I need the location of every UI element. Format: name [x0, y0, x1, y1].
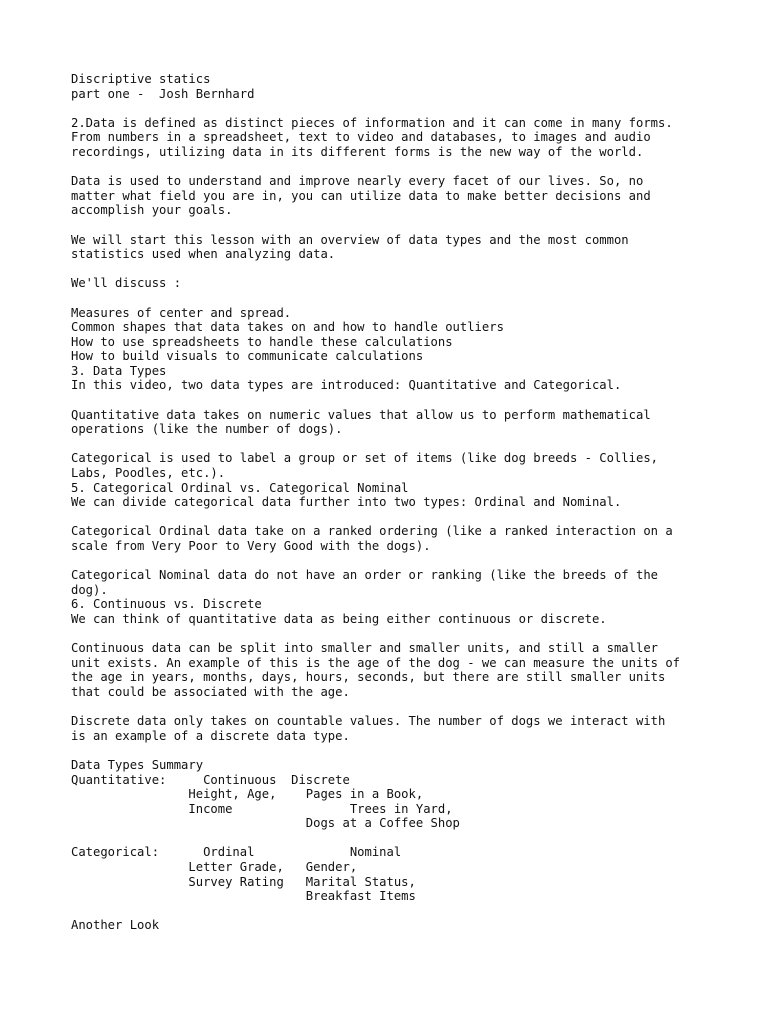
text-line: [71, 393, 761, 408]
text-line: How to use spreadsheets to handle these calculations: [71, 334, 453, 349]
text-line: Measures of center and spread.: [71, 305, 292, 320]
text-line: Discriptive statics: [71, 72, 211, 86]
text-line: From numbers in a spreadsheet, text to video and databases, to images and audio: [71, 130, 651, 145]
text-line: 5. Categorical Ordinal vs. Categorical Nominal: [71, 480, 409, 495]
text-line: scale from Very Poor to Very Good with the dogs).: [71, 539, 431, 553]
text-line: [71, 510, 761, 525]
text-line: part one - Josh Bernhard: [71, 86, 255, 101]
text-line: Data is used to understand and improve nearly every facet of our lives. So, no: [71, 174, 644, 189]
text-line: Quantitative data takes on numeric values that allow us to perform mathematical: [71, 407, 651, 422]
text-line: Breakfast Items: [71, 889, 416, 904]
text-line: Labs, Poodles, etc.).: [71, 466, 226, 481]
text-line: Categorical Ordinal data take on a ranked ordering (like a ranked interaction on a: [71, 524, 673, 539]
text-line: Categorical: Ordinal Nominal: [71, 845, 402, 860]
text-line: Quantitative: Continuous Discrete: [71, 772, 350, 787]
text-line: statistics used when analyzing data.: [71, 247, 336, 262]
text-line: How to build visuals to communicate calculations: [71, 349, 424, 364]
text-line: Income Trees in Yard,: [71, 801, 453, 816]
text-line: [71, 437, 761, 452]
text-line: Data Types Summary: [71, 757, 204, 772]
text-line: [71, 627, 761, 642]
text-line: [71, 904, 761, 919]
text-line: 2.Data is defined as distinct pieces of information and it can come in many forms.: [71, 115, 673, 130]
text-line: Common shapes that data takes on and how to handle outliers: [71, 320, 504, 335]
text-line: that could be associated with the age.: [71, 684, 350, 699]
text-line: operations (like the number of dogs).: [71, 422, 343, 437]
text-line: [71, 554, 761, 569]
text-line: [71, 700, 761, 715]
text-line: 3. Data Types: [71, 363, 167, 378]
text-line: [71, 743, 761, 758]
document-body: [71, 72, 761, 933]
text-line: In this video, two data types are introduced: Quantitative and Categorical.: [71, 378, 622, 393]
text-line: Survey Rating Marital Status,: [71, 874, 416, 889]
text-line: dog).: [71, 582, 108, 597]
text-line: Categorical Nominal data do not have an order or ranking (like the breeds of the: [71, 568, 658, 583]
text-line: Continuous data can be split into smaller and smaller units, and still a smaller: [71, 641, 658, 656]
text-line: recordings, utilizing data in its different forms is the new way of the world.: [71, 144, 644, 159]
text-line: Dogs at a Coffee Shop: [71, 816, 460, 831]
text-line: Discrete data only takes on countable values. The number of dogs we interact with: [71, 714, 666, 729]
text-line: the age in years, months, days, hours, seconds, but there are still smaller units: [71, 670, 666, 685]
text-line: Another Look: [71, 918, 160, 933]
text-line: We can think of quantitative data as being either continuous or discrete.: [71, 611, 607, 626]
text-line: [71, 262, 761, 277]
text-line: [71, 101, 761, 116]
text-line: We will start this lesson with an overview of data types and the most common: [71, 232, 629, 247]
text-line: is an example of a discrete data type.: [71, 728, 350, 743]
text-line: unit exists. An example of this is the age of the dog - we can measure the units of: [71, 655, 681, 670]
text-line: [71, 291, 761, 306]
text-line: Categorical is used to label a group or set of items (like dog breeds - Collies,: [71, 451, 658, 466]
text-line: matter what field you are in, you can utilize data to make better decisions and: [71, 188, 651, 203]
text-line: We can divide categorical data further into two types: Ordinal and Nominal.: [71, 495, 622, 510]
text-line: 6. Continuous vs. Discrete: [71, 597, 262, 612]
text-line: accomplish your goals.: [71, 203, 233, 218]
text-line: We'll discuss :: [71, 276, 182, 291]
text-line: [71, 218, 761, 233]
text-line: [71, 160, 761, 175]
text-line: [71, 831, 761, 846]
text-line: Letter Grade, Gender,: [71, 860, 358, 875]
text-line: Height, Age, Pages in a Book,: [71, 787, 424, 802]
